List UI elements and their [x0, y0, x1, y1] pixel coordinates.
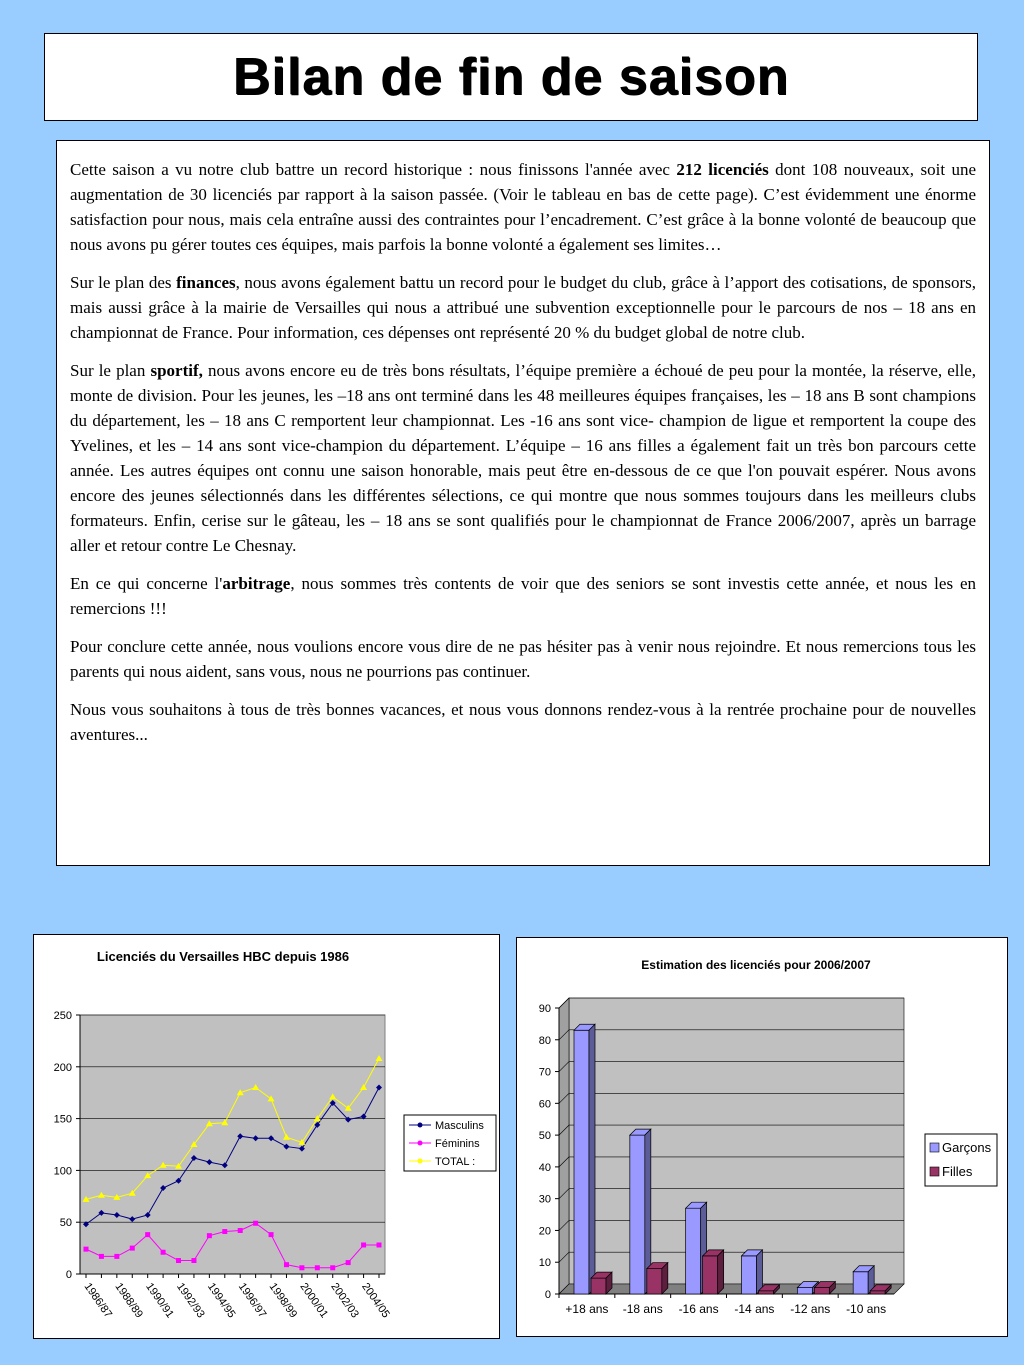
- bar-front: [574, 1030, 589, 1294]
- legend-label: Féminins: [435, 1138, 480, 1150]
- paragraph-vacances: Nous vous souhaitons à tous de très bonnes vacances, et nous vous donnons rendez-vous à la rentrée prochaine pour de nouvelles aventures...: [70, 700, 976, 744]
- data-point: [99, 1254, 104, 1259]
- y-tick-label: 100: [53, 1165, 72, 1178]
- bar-front: [870, 1291, 885, 1294]
- bar-front: [630, 1135, 645, 1294]
- back-wall: [569, 998, 904, 1284]
- paragraph-arbitrage: [70, 571, 976, 621]
- data-point: [377, 1242, 382, 1247]
- p2-highlight: finances: [176, 273, 236, 292]
- y-tick-label: 150: [53, 1113, 72, 1126]
- data-point: [130, 1246, 135, 1251]
- data-point: [269, 1232, 274, 1237]
- x-tick-label: 1994/95: [204, 1280, 238, 1321]
- x-tick-label: 1988/89: [112, 1280, 146, 1321]
- data-point: [238, 1228, 243, 1233]
- paragraph-finances: [70, 270, 976, 345]
- paragraph-conclusion: Pour conclure cette année, nous voulions encore vous dire de ne pas hésiter pas à venir nous rejoindre. Et nous remercions tous les parents qui nous aident, sans vous, nous ne pourrions pas continuer.: [70, 637, 976, 681]
- data-point: [207, 1233, 212, 1238]
- data-point: [161, 1250, 166, 1255]
- x-tick-label: 2000/01: [297, 1280, 331, 1321]
- y-tick-label: 250: [53, 1010, 72, 1022]
- p4-highlight: arbitrage: [222, 574, 291, 593]
- legend-marker: [418, 1159, 423, 1164]
- y-tick-label: 40: [538, 1161, 551, 1174]
- data-point: [222, 1229, 227, 1234]
- x-tick-label: 2004/05: [359, 1280, 392, 1321]
- side-wall: [559, 998, 569, 1294]
- data-point: [330, 1265, 335, 1270]
- bar-side: [589, 1024, 595, 1294]
- x-tick-label: -12 ans: [790, 1302, 831, 1316]
- p4-text-before: En ce qui concerne l': [70, 574, 223, 593]
- p3-text-after: nous avons encore eu de très bons résultats, l’équipe première a échoué de peu pour la montée, la réserve, elle, monte de division. Pour les jeunes, les –18 ans ont terminé dans les 48 meilleures équipes françaises, les – 18 ans B sont champions du département, les – 18 ans C remportent leur championnat. Les -16 ans sont vice- champion de ligue et remportent la coupe des Yvelines, et les – 14 ans sont vice-champion du département. L’équipe – 16 ans filles a également fait un très bon parcours cette année. Les autres équipes ont connu une saison honorable, mais peut être en-dessous de ce que l'on pouvait espérer. Nous avons encore des jeunes sélectionnés dans les différentes sélections, ce qui montre que nous sommes toujours dans les meilleurs clubs formateurs. Enfin, cerise sur le gâteau, les – 18 ans se sont qualifiés pour le championnat de France 2006/2007, après un barrage aller et retour contre Le Chesnay.: [70, 361, 977, 555]
- bar-front: [814, 1288, 829, 1294]
- x-tick-label: -10 ans: [846, 1302, 887, 1316]
- y-tick-label: 30: [538, 1193, 551, 1206]
- bar-side: [718, 1250, 724, 1294]
- chart-title: Estimation des licenciés pour 2006/2007: [641, 958, 871, 972]
- line-chart-svg: [34, 935, 499, 1338]
- legend-label: Filles: [942, 1164, 973, 1179]
- bar: [647, 1263, 668, 1294]
- bar-front: [591, 1278, 606, 1294]
- title-box: [44, 33, 978, 121]
- legend-marker: [418, 1123, 423, 1128]
- y-tick-label: 20: [538, 1225, 551, 1238]
- paragraph-licencies: [70, 157, 976, 257]
- data-point: [346, 1260, 351, 1265]
- p2-text-after: , nous avons également battu un record pour le budget du club, grâce à l’apport des cotisations, de sponsors, mais aussi grâce à la mairie de Versailles qui nous a attribué une subvention exceptionnelle pour le parcours de nos – 18 ans en championnat de France. Pour information, ces dépenses ont représenté 20 % du budget global de notre club.: [70, 273, 976, 342]
- bar: [742, 1250, 763, 1294]
- x-tick-label: 1986/87: [81, 1280, 115, 1321]
- x-tick-label: 1990/91: [143, 1280, 176, 1321]
- legend-label: Masculins: [435, 1120, 484, 1132]
- bar-side: [662, 1263, 668, 1294]
- y-tick-label: 0: [544, 1289, 551, 1301]
- paragraph-sportif: [70, 358, 976, 558]
- bar-front: [703, 1256, 718, 1294]
- y-tick-label: 60: [538, 1098, 551, 1111]
- x-tick-label: 1996/97: [235, 1280, 269, 1321]
- data-point: [315, 1265, 320, 1270]
- article-box: [56, 140, 990, 866]
- y-tick-label: 70: [538, 1066, 551, 1079]
- bar-front: [686, 1208, 701, 1294]
- bar-front: [853, 1272, 868, 1294]
- data-point: [114, 1254, 119, 1259]
- p1-text-before: Cette saison a vu notre club battre un record historique : nous finissons l'année avec: [70, 160, 677, 179]
- data-point: [84, 1247, 89, 1252]
- legend-swatch: [930, 1143, 939, 1152]
- p3-highlight: sportif,: [150, 361, 203, 380]
- y-tick-label: 0: [65, 1269, 72, 1281]
- y-tick-label: 90: [538, 1003, 551, 1015]
- page-title: Bilan de fin de saison: [232, 48, 790, 106]
- chart-title: Licenciés du Versailles HBC depuis 1986: [96, 949, 350, 964]
- bar-front: [742, 1256, 757, 1294]
- y-tick-label: 200: [53, 1061, 72, 1074]
- bar-chart-svg: [517, 938, 1007, 1336]
- data-point: [284, 1262, 289, 1267]
- bar: [574, 1024, 595, 1294]
- p1-text-after: dont 108 nouveaux, soit une augmentation de 30 licenciés par rapport à la saison passée. (Voir le tableau en bas de cette page). C’est évidemment une énorme satisfaction pour nous, mais cela entraîne aussi des contraintes pour l’encadrement. C’est grâce à la bonne volonté de beaucoup que nous avons pu gérer toutes ces équipes, mais parfois la bonne volonté a également ses limites…: [70, 160, 977, 254]
- bar-front: [759, 1291, 774, 1294]
- data-point: [145, 1232, 150, 1237]
- p2-text-before: Sur le plan des: [70, 273, 177, 292]
- bar-front: [647, 1269, 662, 1294]
- legend: [925, 1134, 997, 1186]
- y-tick-label: 10: [538, 1257, 551, 1270]
- x-tick-label: +18 ans: [565, 1302, 609, 1316]
- licencies-estimation-chart: [516, 937, 1008, 1337]
- bar: [591, 1272, 612, 1294]
- licencies-history-chart: [33, 934, 500, 1339]
- x-tick-label: -18 ans: [622, 1302, 663, 1316]
- legend-label: Garçons: [942, 1140, 992, 1155]
- y-tick-label: 80: [538, 1034, 551, 1047]
- x-tick-label: -16 ans: [678, 1302, 719, 1316]
- data-point: [361, 1242, 366, 1247]
- bar-front: [797, 1288, 812, 1294]
- data-point: [176, 1258, 181, 1263]
- y-tick-label: 50: [59, 1217, 72, 1230]
- plot-area: [80, 1015, 385, 1274]
- legend: [404, 1115, 496, 1171]
- x-tick-label: 2002/03: [328, 1280, 361, 1321]
- data-point: [253, 1221, 258, 1226]
- p1-highlight: 212 licenciés: [676, 160, 769, 179]
- p4-text-after: , nous sommes très contents de voir que des seniors se sont investis cette année, et nous les en remercions !!!: [70, 574, 976, 618]
- x-tick-label: -14 ans: [734, 1302, 775, 1316]
- bar: [703, 1250, 724, 1294]
- legend-marker: [418, 1141, 423, 1146]
- p3-text-before: Sur le plan: [70, 361, 151, 380]
- data-point: [191, 1258, 196, 1263]
- x-tick-label: 1998/99: [266, 1280, 300, 1321]
- legend-label: TOTAL :: [435, 1156, 476, 1168]
- legend-swatch: [930, 1167, 939, 1176]
- y-tick-label: 50: [538, 1130, 551, 1143]
- x-tick-label: 1992/93: [174, 1280, 207, 1321]
- data-point: [299, 1265, 304, 1270]
